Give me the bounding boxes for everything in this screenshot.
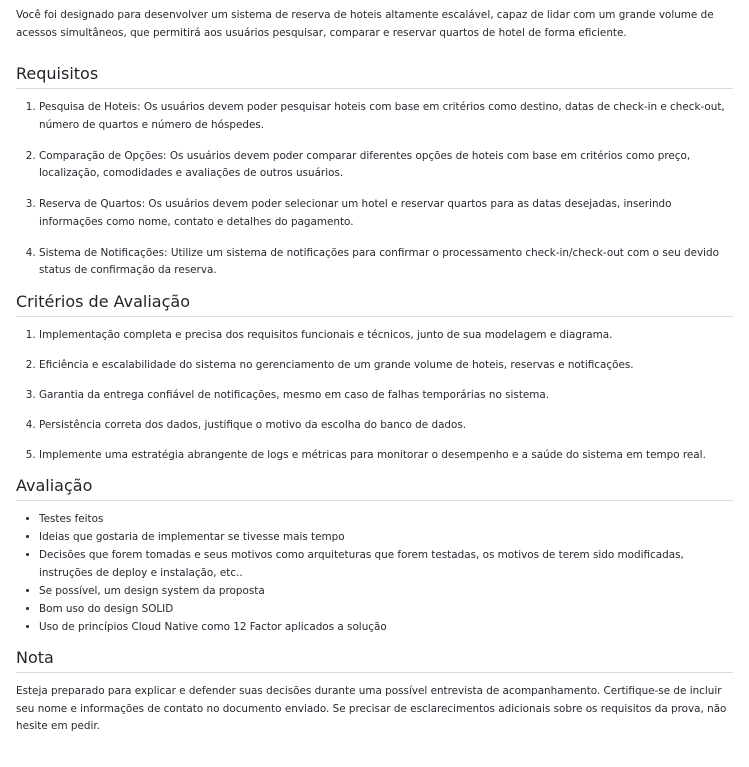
heading-requisitos: Requisitos (16, 64, 733, 89)
list-item: • Ideias que gostaria de implementar se tivesse mais tempo (39, 529, 733, 547)
list-item: 3. Garantia da entrega confiável de notificações, mesmo em caso de falhas temporárias no sistema. (39, 387, 733, 405)
list-item: • Bom uso do design SOLID (39, 601, 733, 619)
list-item: • Uso de princípios Cloud Native como 12 Factor aplicados a solução (39, 619, 733, 637)
list-item: 2. Comparação de Opções: Os usuários devem poder comparar diferentes opções de hoteis com base em critérios como preço, localização, comodidades e avaliações de outros usuários. (39, 148, 733, 183)
avaliacao-list (16, 511, 733, 636)
heading-criterios: Critérios de Avaliação (16, 292, 733, 317)
list-item: 2. Eficiência e escalabilidade do sistema no gerenciamento de um grande volume de hoteis, reservas e notificações. (39, 357, 733, 375)
list-item: • Se possível, um design system da proposta (39, 583, 733, 601)
list-item: 4. Persistência correta dos dados, justifique o motivo da escolha do banco de dados. (39, 417, 733, 435)
list-item: 1. Pesquisa de Hoteis: Os usuários devem poder pesquisar hoteis com base em critérios como destino, datas de check-in e check-out, número de quartos e número de hóspedes. (39, 99, 733, 134)
section-nota (16, 648, 733, 736)
requisitos-list (16, 99, 733, 280)
nota-paragraph: Esteja preparado para explicar e defender suas decisões durante uma possível entrevista de acompanhamento. Certifique-se de incluir seu nome e informações de contato no documento enviado. Se precisar de esclarecimentos adicionais sobre os requisitos da prova, não hesite em pedir. (16, 685, 727, 732)
intro-paragraph: Você foi designado para desenvolver um sistema de reserva de hoteis altamente escalável, capaz de lidar com um grande volume de acessos simultâneos, que permitirá aos usuários pesquisar, comparar e reservar quartos de hotel de forma eficiente. (16, 9, 714, 39)
heading-nota: Nota (16, 648, 733, 673)
section-avaliacao (16, 476, 733, 636)
list-item: 3. Reserva de Quartos: Os usuários devem poder selecionar um hotel e reservar quartos para as datas desejadas, inserindo informações como nome, contato e detalhes do pagamento. (39, 196, 733, 231)
heading-avaliacao: Avaliação (16, 476, 733, 501)
list-item: • Decisões que forem tomadas e seus motivos como arquiteturas que forem testadas, os motivos de terem sido modificadas, instruções de deploy e instalação, etc.. (39, 547, 733, 582)
list-item: 4. Sistema de Notificações: Utilize um sistema de notificações para confirmar o processamento check-in/check-out com o seu devido status de confirmação da reserva. (39, 245, 733, 280)
section-criterios (16, 292, 733, 465)
list-item: • Testes feitos (39, 511, 733, 529)
list-item: 1. Implementação completa e precisa dos requisitos funcionais e técnicos, junto de sua modelagem e diagrama. (39, 327, 733, 345)
section-requisitos (16, 64, 733, 280)
criterios-list (16, 327, 733, 465)
list-item: 5. Implemente uma estratégia abrangente de logs e métricas para monitorar o desempenho e a saúde do sistema em tempo real. (39, 447, 733, 465)
